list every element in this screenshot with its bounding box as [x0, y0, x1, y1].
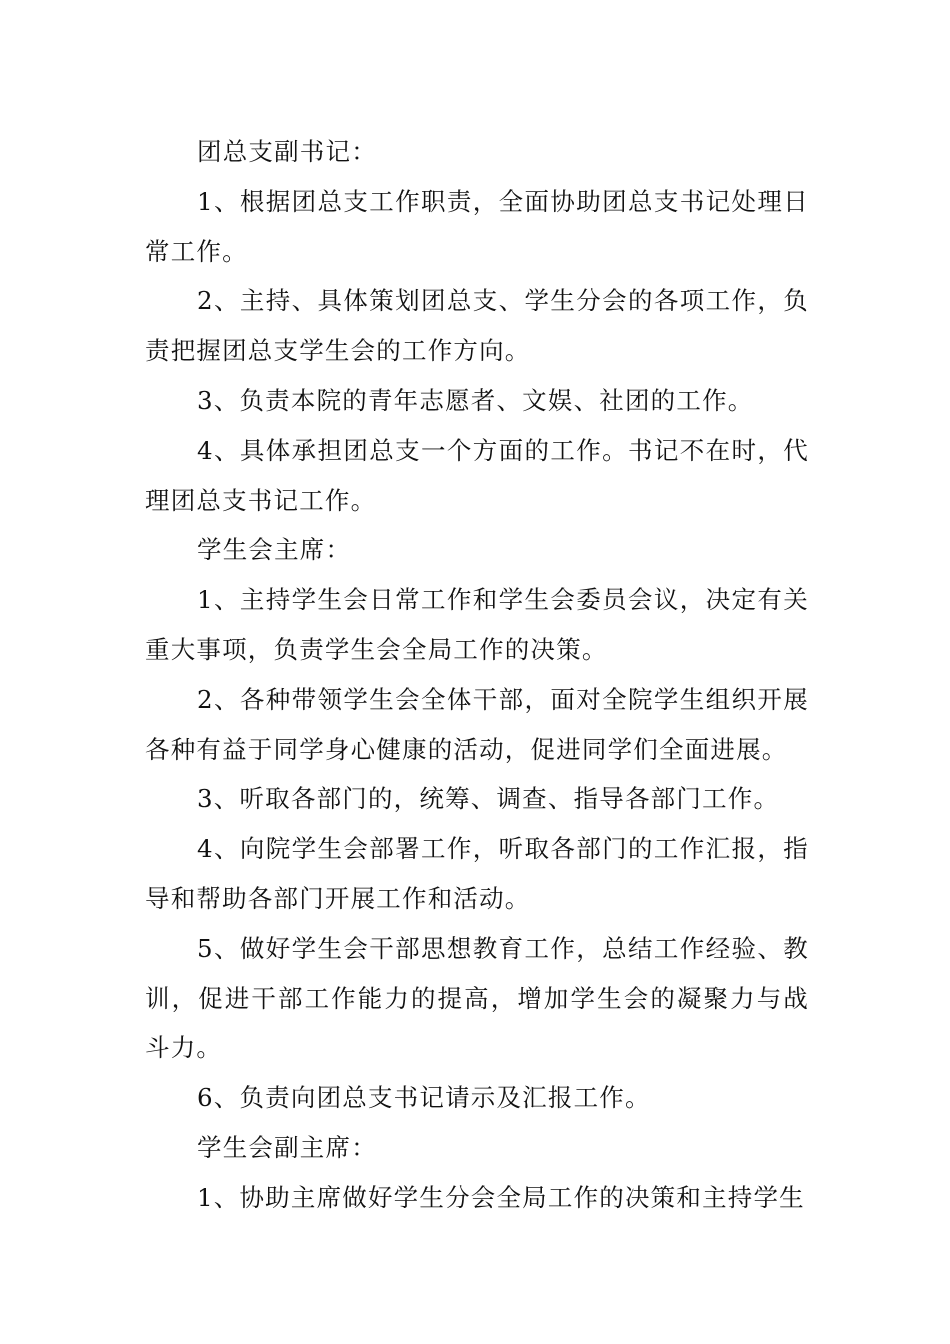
paragraph: 5、做好学生会干部思想教育工作，总结工作经验、教训，促进干部工作能力的提高，增加学生会的凝聚力与战斗力。	[145, 933, 809, 1063]
paragraph: 6、负责向团总支书记请示及汇报工作。	[197, 1083, 651, 1113]
paragraph: 3、听取各部门的，统筹、调查、指导各部门工作。	[197, 784, 780, 814]
paragraph: 3、负责本院的青年志愿者、文娱、社团的工作。	[197, 385, 754, 415]
paragraph: 2、各种带领学生会全体干部，面对全院学生组织开展各种有益于同学身心健康的活动，促进同学们全面进展。	[145, 684, 809, 764]
section-heading-vice-chair: 学生会副主席：	[197, 1132, 377, 1162]
paragraph: 1、主持学生会日常工作和学生会委员会议，决定有关重大事项，负责学生会全局工作的决策。	[145, 585, 809, 664]
document-body	[145, 127, 809, 1223]
paragraph: 1、根据团总支工作职责，全面协助团总支书记处理日常工作。	[145, 186, 809, 266]
paragraph: 2、主持、具体策划团总支、学生分会的各项工作，负责把握团总支学生会的工作方向。	[145, 286, 809, 366]
section-heading-student-union-chair: 学生会主席：	[197, 535, 352, 565]
paragraph: 1、协助主席做好学生分会全局工作的决策和主持学生	[197, 1182, 805, 1212]
paragraph: 4、具体承担团总支一个方面的工作。书记不在时，代理团总支书记工作。	[145, 435, 809, 515]
section-heading-deputy-secretary: 团总支副书记：	[197, 137, 377, 166]
paragraph: 4、向院学生会部署工作，听取各部门的工作汇报，指导和帮助各部门开展工作和活动。	[145, 834, 809, 913]
